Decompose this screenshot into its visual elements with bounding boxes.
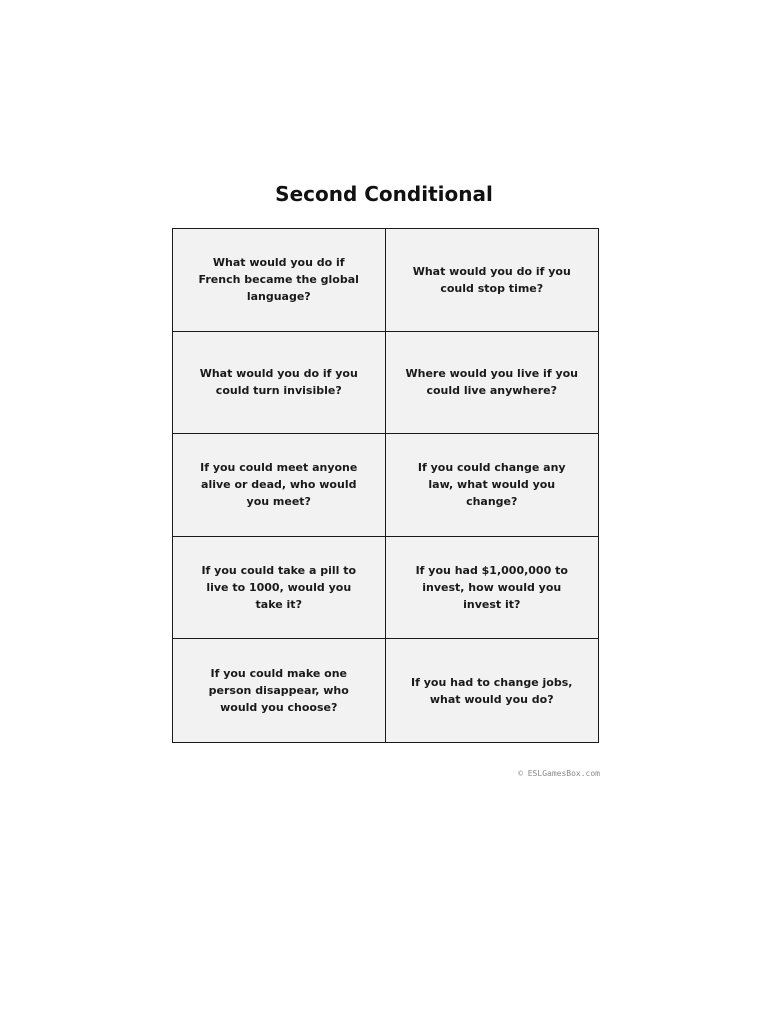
- question-card: [386, 639, 599, 742]
- question-text: If you could change any law, what would you change?: [417, 461, 566, 509]
- question-text: If you could meet anyone alive or dead, who would you meet?: [200, 461, 358, 509]
- question-card: [173, 332, 386, 435]
- question-card-grid: [172, 228, 599, 743]
- question-card: [386, 229, 599, 332]
- question-text: If you had $1,000,000 to invest, how would you invest it?: [415, 564, 568, 612]
- copyright-notice: © ESLGamesBox.com: [518, 769, 600, 778]
- question-card: [173, 537, 386, 640]
- question-text: What would you do if you could turn invisible?: [199, 367, 358, 398]
- question-card: [386, 537, 599, 640]
- question-text: Where would you live if you could live anywhere?: [405, 367, 578, 398]
- question-card: [386, 434, 599, 537]
- question-text: What would you do if French became the global language?: [198, 256, 359, 304]
- question-card: [173, 639, 386, 742]
- question-card: [173, 229, 386, 332]
- question-card: [386, 332, 599, 435]
- question-text: What would you do if you could stop time?: [412, 264, 571, 295]
- question-text: If you could make one person disappear, who would you choose?: [208, 667, 349, 715]
- question-text: If you could take a pill to live to 1000, would you take it?: [201, 564, 357, 612]
- question-text: If you had to change jobs, what would you do?: [411, 675, 573, 706]
- question-card: [173, 434, 386, 537]
- page-title: Second Conditional: [275, 182, 493, 206]
